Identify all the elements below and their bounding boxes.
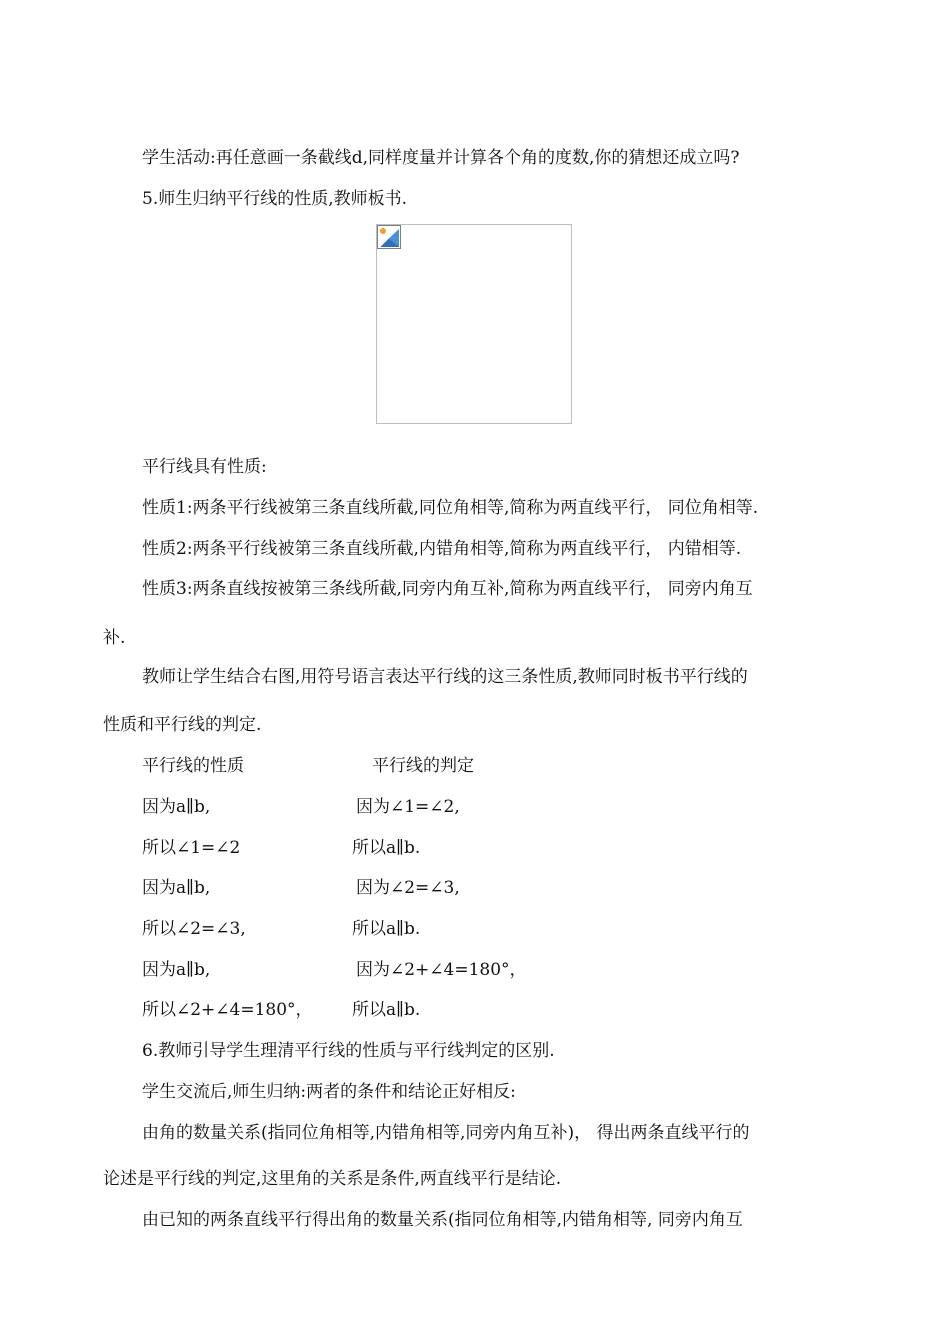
table-cell-right: 因为∠2+∠4=180°， — [356, 960, 527, 980]
table-cell-left: 所以∠1=∠2 — [142, 838, 241, 858]
paragraph-section-6: 6.教师引导学生理清平行线的性质与平行线判定的区别. — [142, 1041, 555, 1061]
table-cell-left: 所以∠2=∠3, — [142, 919, 246, 939]
table-cell-left: 所以∠2+∠4=180°， — [142, 1000, 313, 1020]
paragraph-student-exchange: 学生交流后,师生归纳:两者的条件和结论正好相反: — [142, 1082, 516, 1102]
figure-placeholder — [376, 224, 572, 424]
table-cell-right: 所以a∥b. — [352, 919, 421, 939]
table-cell-right: 因为∠2=∠3, — [356, 878, 460, 898]
paragraph-properties-intro: 平行线具有性质: — [142, 457, 267, 477]
table-cell-right: 所以a∥b. — [352, 838, 421, 858]
paragraph-property-2: 性质2:两条平行线被第三条直线所截,内错角相等,简称为两直线平行， 内错相等. — [142, 539, 742, 559]
table-header-properties: 平行线的性质 — [142, 756, 244, 776]
paragraph-property-explanation: 由已知的两条直线平行得出角的数量关系(指同位角相等,内错角相等, 同旁内角互 — [142, 1210, 743, 1230]
paragraph-property-3-cont: 补. — [103, 628, 126, 648]
paragraph-judgement-explanation: 由角的数量关系(指同位角相等,内错角相等,同旁内角互补)， 得出两条直线平行的 — [142, 1123, 750, 1143]
paragraph-judgement-explanation-cont: 论述是平行线的判定,这里角的关系是条件,两直线平行是结论. — [103, 1169, 562, 1189]
paragraph-teacher-instruction-cont: 性质和平行线的判定. — [103, 715, 262, 735]
paragraph-summary-heading: 5.师生归纳平行线的性质,教师板书. — [142, 189, 408, 209]
paragraph-student-activity: 学生活动:再任意画一条截线d,同样度量并计算各个角的度数,你的猜想还成立吗? — [142, 148, 740, 168]
paragraph-property-3: 性质3:两条直线按被第三条线所截,同旁内角互补,简称为两直线平行， 同旁内角互 — [142, 579, 753, 599]
table-cell-right: 因为∠1=∠2, — [356, 797, 460, 817]
table-cell-right: 所以a∥b. — [352, 1000, 421, 1020]
paragraph-property-1: 性质1:两条平行线被第三条直线所截,同位角相等,简称为两直线平行， 同位角相等. — [142, 498, 759, 518]
table-cell-left: 因为a∥b, — [142, 960, 211, 980]
table-cell-left: 因为a∥b, — [142, 797, 211, 817]
table-cell-left: 因为a∥b, — [142, 878, 211, 898]
paragraph-teacher-instruction: 教师让学生结合右图,用符号语言表达平行线的这三条性质,教师同时板书平行线的 — [142, 667, 748, 687]
table-header-judgement: 平行线的判定 — [372, 756, 474, 776]
broken-image-icon — [377, 225, 401, 249]
